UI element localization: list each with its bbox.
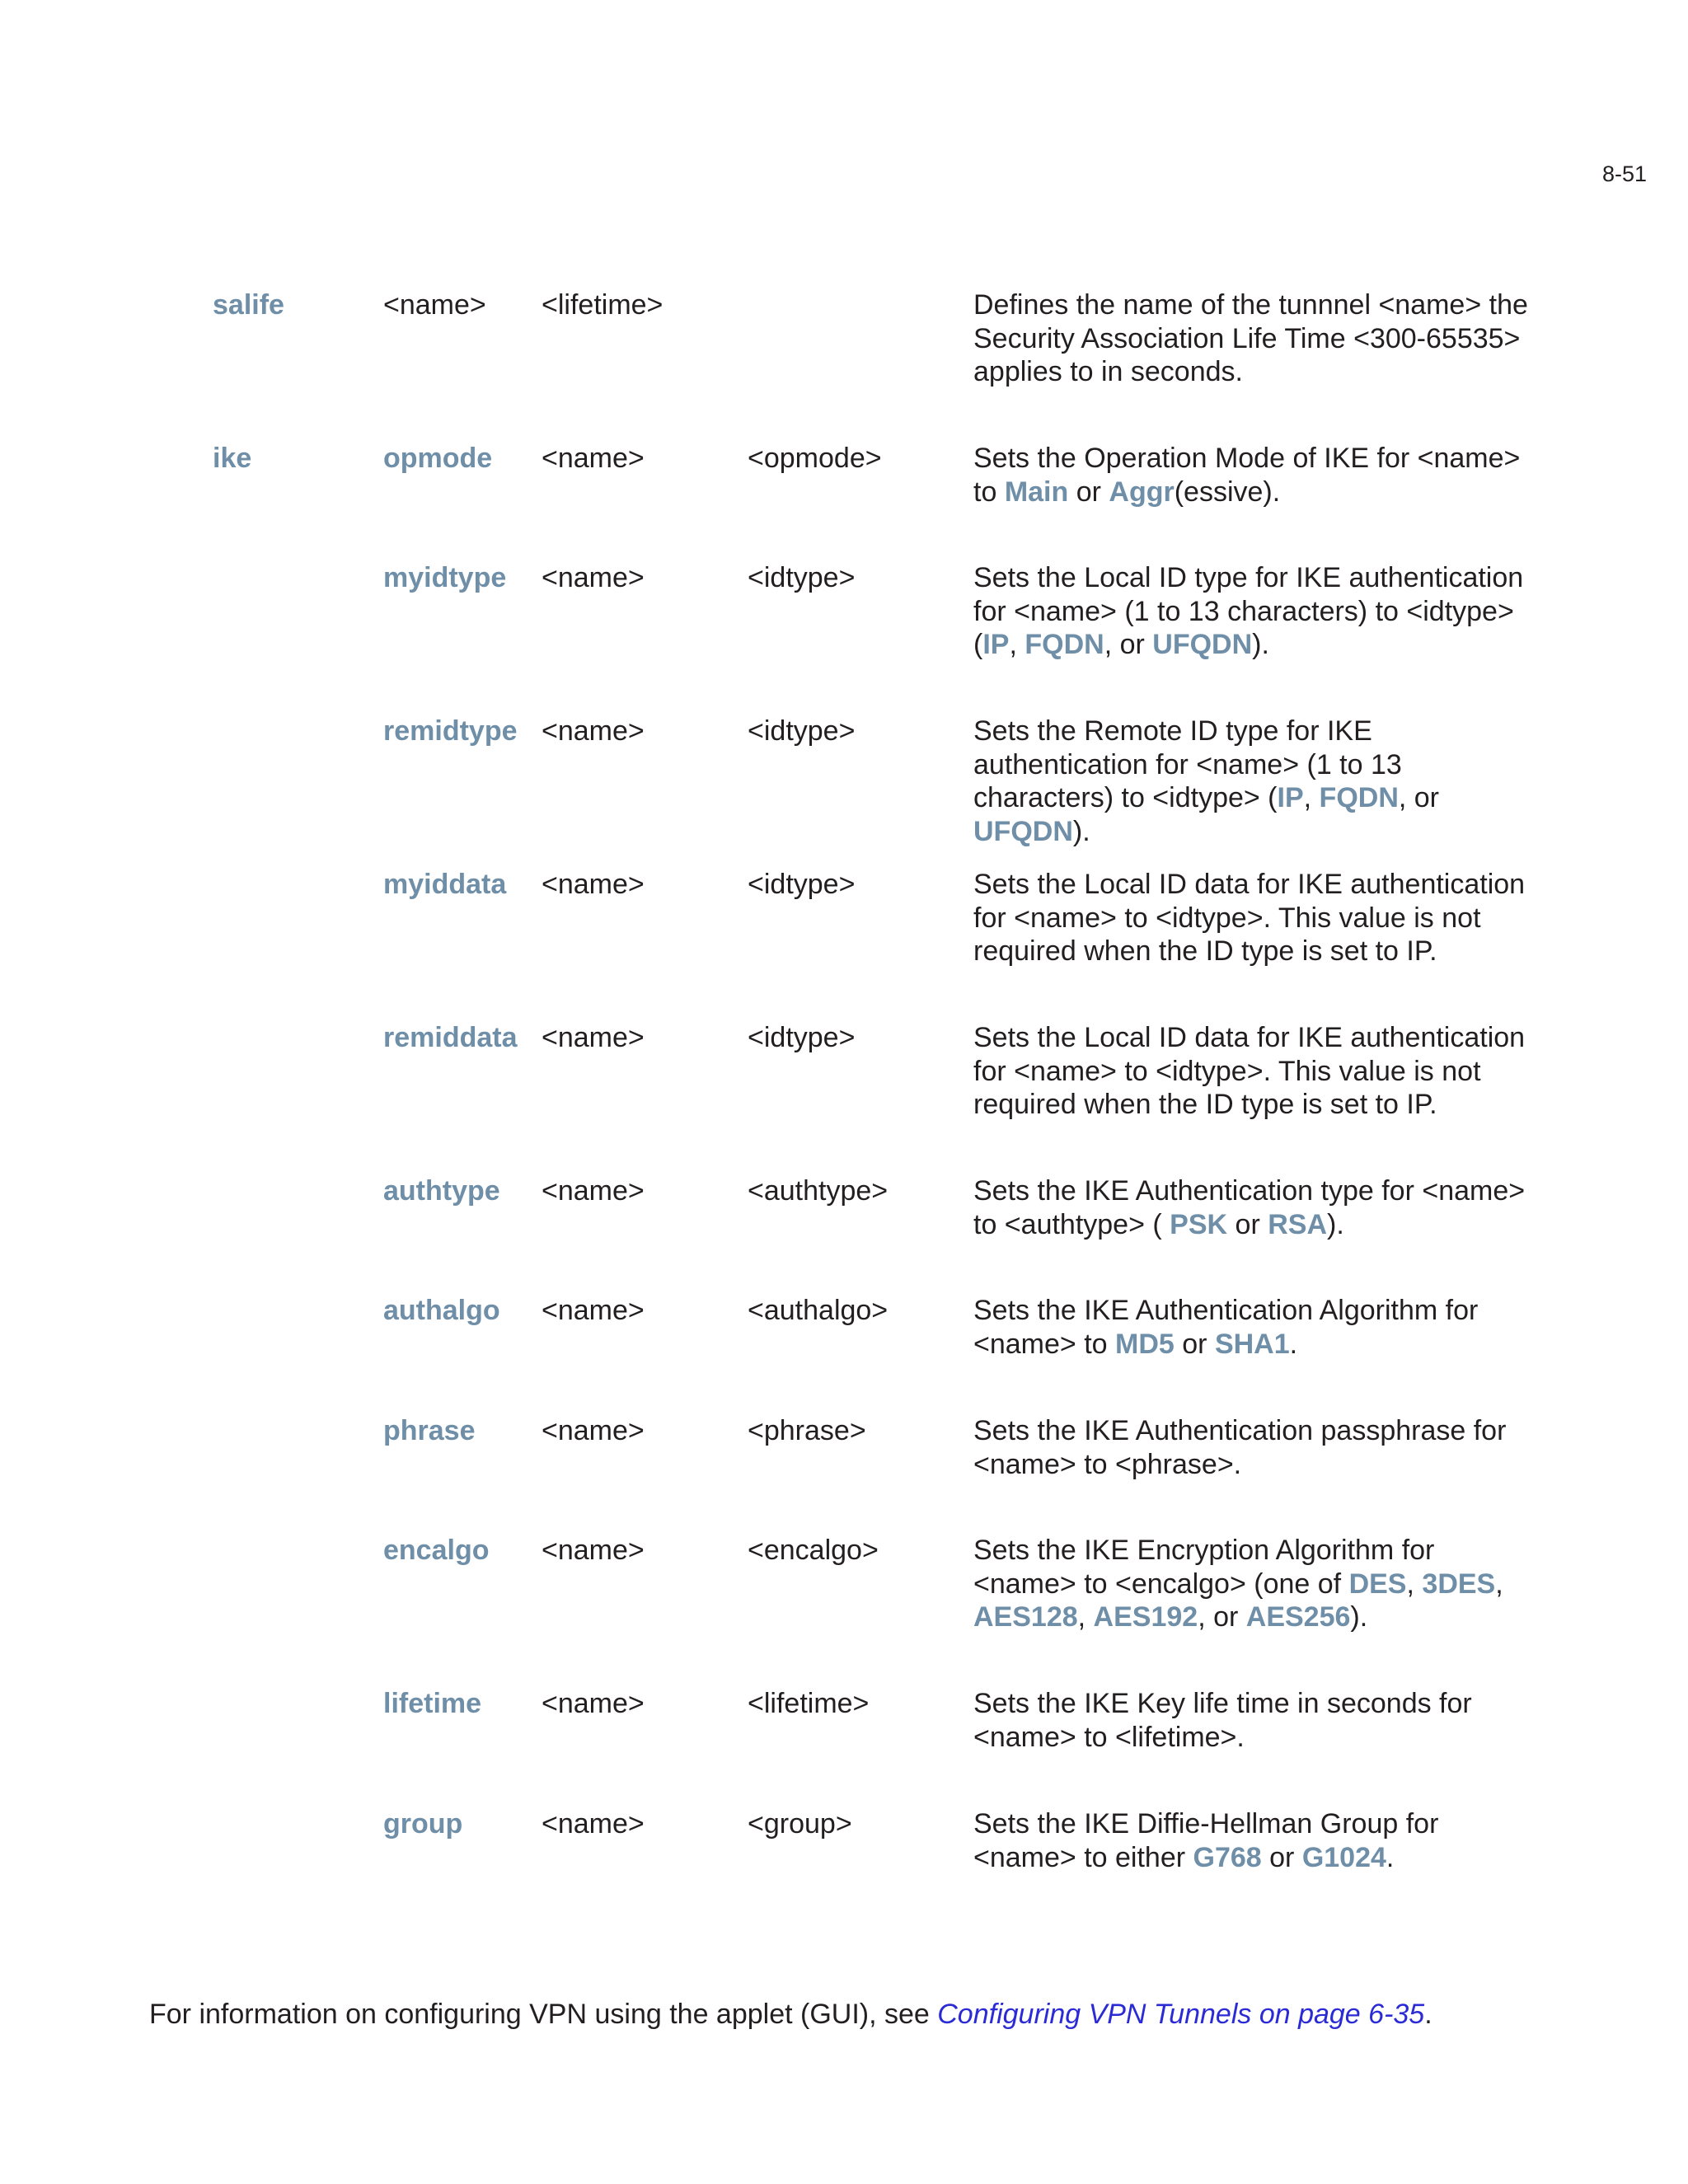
param-name: <name> — [383, 289, 486, 321]
row-description: Sets the Operation Mode of IKE for <name> to Main or Aggr(essive). — [973, 443, 1521, 508]
param-value: <lifetime> — [748, 1688, 870, 1719]
param-value: <phrase> — [748, 1415, 866, 1446]
subcommand-keyword: remidtype — [383, 715, 518, 747]
command-keyword: ike — [213, 443, 252, 474]
row-description: Sets the Local ID type for IKE authentication for <name> (1 to 13 characters) to <idtype> (IP, FQDN, or UFQDN). — [973, 562, 1524, 660]
row-description: Sets the Remote ID type for IKE authentication for <name> (1 to 13 characters) to <idtype> (IP, FQDN, or UFQDN). — [973, 715, 1439, 847]
cross-reference-link[interactable]: Configuring VPN Tunnels on page 6-35 — [937, 1999, 1425, 2030]
footer-end: . — [1424, 1999, 1432, 2030]
param-name: <name> — [542, 1535, 645, 1566]
param-value: <idtype> — [748, 562, 856, 593]
footer-text: For information on configuring VPN using the applet (GUI), see — [149, 1999, 938, 2030]
subcommand-keyword: remiddata — [383, 1022, 518, 1053]
param-name: <name> — [542, 443, 645, 474]
row-description: Sets the Local ID data for IKE authentication for <name> to <idtype>. This value is not required when the ID type is set to IP. — [973, 1022, 1526, 1120]
subcommand-keyword: authalgo — [383, 1295, 500, 1326]
subcommand-keyword: encalgo — [383, 1535, 490, 1566]
row-description: Sets the IKE Diffie-Hellman Group for <name> to either G768 or G1024. — [973, 1808, 1439, 1873]
param-name: <name> — [542, 869, 645, 900]
subcommand-keyword: authtype — [383, 1175, 500, 1207]
param-name: <name> — [542, 1688, 645, 1719]
param-name: <name> — [542, 562, 645, 593]
footer-note — [149, 1999, 1432, 2031]
param-value: <authalgo> — [748, 1295, 889, 1326]
param-value: <authtype> — [748, 1175, 889, 1207]
param-value: <idtype> — [748, 1022, 856, 1053]
row-description: Sets the IKE Encryption Algorithm for <name> to <encalgo> (one of DES, 3DES, AES128, AES192, or AES256). — [973, 1535, 1503, 1633]
row-description: Sets the Local ID data for IKE authentication for <name> to <idtype>. This value is not required when the ID type is set to IP. — [973, 869, 1526, 967]
subcommand-keyword: myiddata — [383, 869, 507, 900]
subcommand-keyword: phrase — [383, 1415, 476, 1446]
param-name: <name> — [542, 1175, 645, 1207]
param-value: <lifetime> — [542, 289, 663, 321]
param-name: <name> — [542, 1022, 645, 1053]
page-number: 8-51 — [1601, 162, 1647, 186]
row-description: Sets the IKE Authentication passphrase for <name> to <phrase>. — [973, 1415, 1507, 1480]
subcommand-keyword: myidtype — [383, 562, 507, 593]
subcommand-keyword: lifetime — [383, 1688, 482, 1719]
subcommand-keyword: opmode — [383, 443, 493, 474]
row-description: Sets the IKE Authentication Algorithm for <name> to MD5 or SHA1. — [973, 1295, 1479, 1360]
command-keyword: salife — [213, 289, 284, 321]
param-value: <group> — [748, 1808, 852, 1840]
param-value: <encalgo> — [748, 1535, 879, 1566]
row-description: Defines the name of the tunnnel <name> the Security Association Life Time <300-65535> applies to in seconds. — [973, 289, 1528, 387]
param-name: <name> — [542, 1415, 645, 1446]
param-value: <idtype> — [748, 869, 856, 900]
row-description: Sets the IKE Key life time in seconds for <name> to <lifetime>. — [973, 1688, 1472, 1753]
param-value: <idtype> — [748, 715, 856, 747]
row-description: Sets the IKE Authentication type for <name> to <authtype> ( PSK or RSA). — [973, 1175, 1526, 1240]
param-value: <opmode> — [748, 443, 882, 474]
param-name: <name> — [542, 715, 645, 747]
param-name: <name> — [542, 1808, 645, 1840]
subcommand-keyword: group — [383, 1808, 463, 1840]
param-name: <name> — [542, 1295, 645, 1326]
